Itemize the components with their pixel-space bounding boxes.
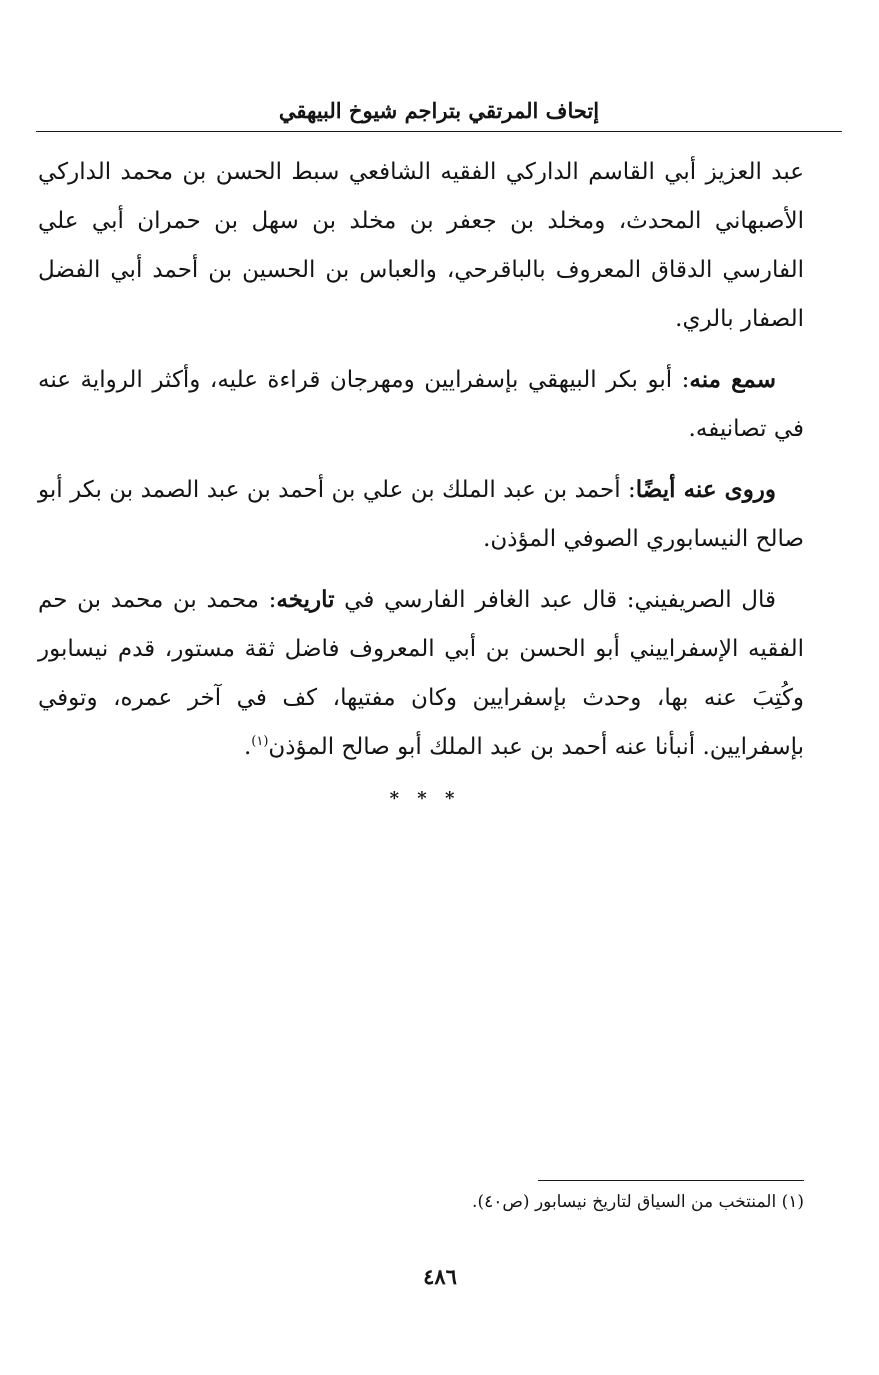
paragraph-heard-from-him (38, 355, 804, 454)
footnote: (١) المنتخب من السياق لتاريخ نيسابور (ص٤٠). (472, 1192, 804, 1212)
paragraph-sarifini-quote (38, 575, 804, 772)
paragraph-tail: . (243, 734, 252, 760)
paragraph-text: أبو بكر البيهقي بإسفرايين ومهرجان قراءة عليه، وأكثر الرواية عنه في تصانيفه. (38, 367, 804, 442)
page-number: ٤٨٦ (423, 1264, 457, 1289)
footnote-reference[interactable]: (١) (251, 734, 269, 749)
paragraph-continuation (38, 148, 804, 344)
paragraph-label: تاريخه (276, 586, 335, 613)
footnote-rule (538, 1180, 804, 1181)
paragraph-label: وروى عنه أيضًا (635, 476, 777, 503)
label-separator: : (672, 367, 690, 393)
section-separator: * * * (389, 788, 461, 809)
paragraph-text: عبد العزيز أبي القاسم الداركي الفقيه الشافعي سبط الحسن بن محمد الداركي الأصبهاني المحدث، ومخلد بن جعفر بن مخلد بن سهل بن حمران أبي علي الفارسي الدقاق المعروف بالباقرحي، والعباس بن الحسين بن أحمد أبي الفضل الصفار بالري. (38, 159, 804, 332)
label-separator: : (620, 477, 636, 503)
header-rule (36, 131, 842, 132)
body-text (38, 148, 804, 783)
paragraph-lead: قال الصريفيني: قال عبد الغافر الفارسي في (334, 587, 777, 613)
paragraph-text: محمد بن محمد بن حم الفقيه الإسفراييني أبو الحسن بن أبي المعروف فاضل ثقة مستور، قدم نيسابور وكُتِبَ عنه بها، وحدث بإسفرايين وكان مفتيها، كف في آخر عمره، وتوفي بإسفرايين. أنبأنا عنه أحمد بن عبد الملك أبو صالح المؤذن (38, 587, 804, 760)
paragraph-also-narrated (38, 465, 804, 564)
paragraph-label: سمع منه (689, 366, 776, 393)
running-head-title: إتحاف المرتقي بتراجم شيوخ البيهقي (278, 98, 600, 123)
label-separator: : (259, 587, 277, 613)
paragraph-text: أحمد بن عبد الملك بن علي بن أحمد بن عبد الصمد بن بكر أبو صالح النيسابوري الصوفي المؤذن. (38, 477, 804, 552)
